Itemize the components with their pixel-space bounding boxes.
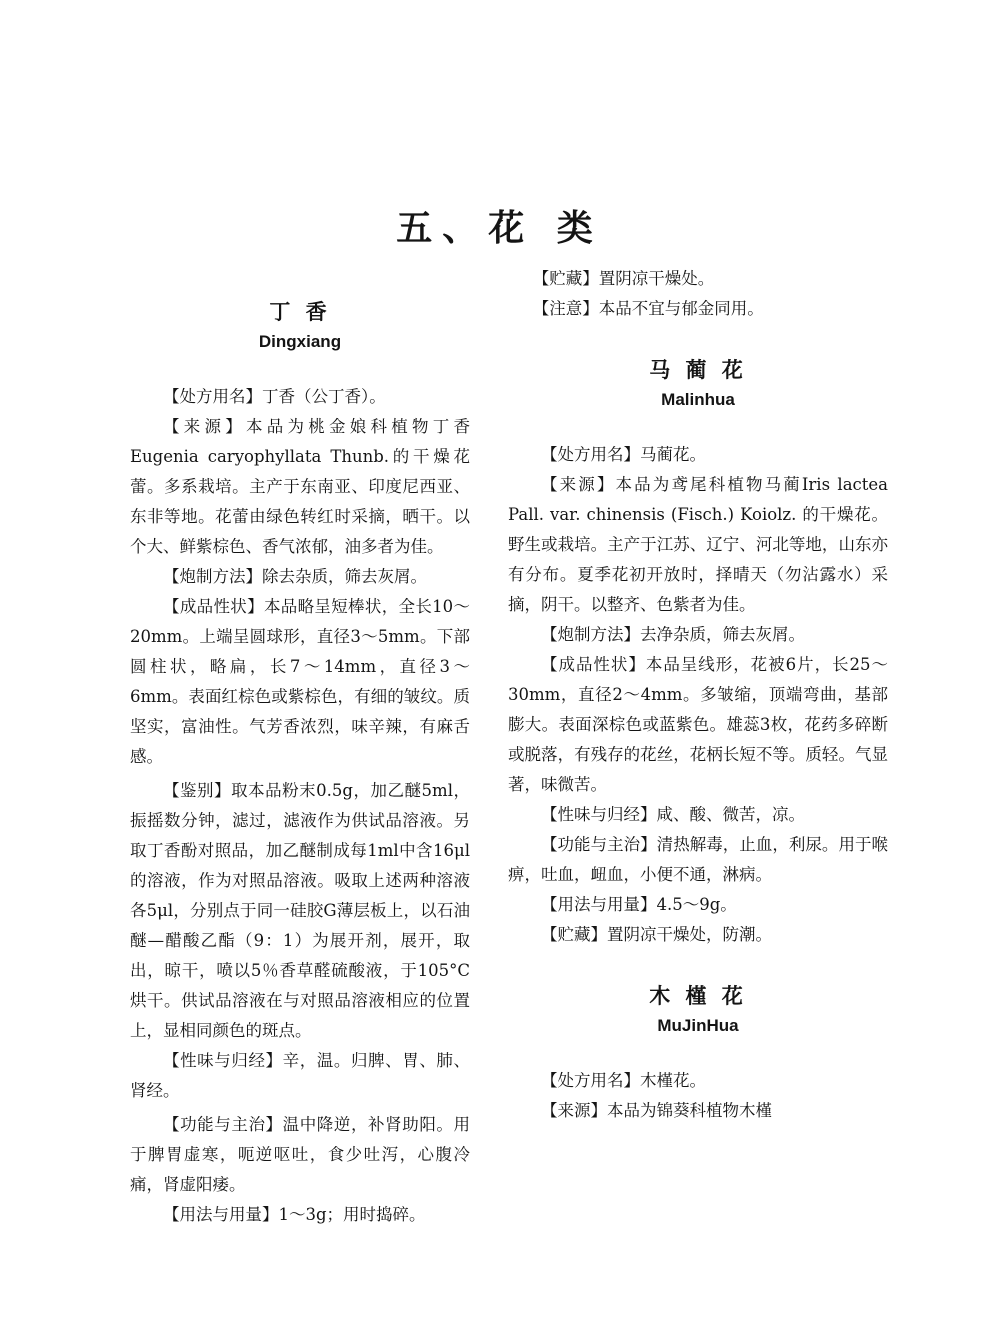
paragraph-usage-dosage: 【用法与用量】4.5～9g。 [541, 895, 737, 914]
entry-pinyin-dingxiang: Dingxiang [258, 332, 342, 351]
paragraph-function-indication: 【功能与主治】清热解毒，止血，利尿。用于喉痹，吐血，衄血，小便不通，淋病。 [508, 835, 888, 884]
paragraph-characteristics: 【成品性状】本品呈线形，花被6片，长25～30mm，直径2～4mm。多皱缩，顶端弯曲，基部膨大。表面深棕色或蓝紫色。雄蕊3枚，花药多碎断或脱落，有残存的花丝，花柄长短不等。质轻。气显著，味微苦。 [508, 655, 888, 794]
paragraph-processing: 【炮制方法】除去杂质，筛去灰屑。 [163, 567, 427, 586]
left-column [130, 296, 470, 1230]
paragraph-source: 【来源】本品为鸢尾科植物马蔺Iris lactea Pall. var. chinensis (Fisch.) Koiolz. 的干燥花。野生或栽培。主产于江苏、辽宁、河北等地，山东亦有分布。夏季花初开放时，择晴天（勿沾露水）采摘，阴干。以整齐、色紫者为佳。 [508, 475, 888, 614]
paragraph-prescription-name: 【处方用名】丁香（公丁香）。 [163, 387, 386, 406]
paragraph-usage-dosage: 【用法与用量】1～3g；用时捣碎。 [163, 1205, 426, 1224]
paragraph-processing: 【炮制方法】去净杂质，筛去灰屑。 [541, 625, 805, 644]
paragraph-storage-dingxiang: 【贮藏】置阴凉干燥处。 [532, 269, 715, 288]
paragraph-characteristics: 【成品性状】本品略呈短棒状，全长10～20mm。上端呈圆球形，直径3～5mm。下部圆柱状，略扁，长7～14mm，直径3～6mm。表面红棕色或紫棕色，有细的皱纹。质坚实，富油性。气芳香浓烈，味辛辣，有麻舌感。 [130, 597, 470, 766]
page-title: 五、花 类 [396, 207, 603, 250]
continued-section [508, 264, 888, 324]
paragraph-function-indication: 【功能与主治】温中降逆，补肾助阳。用于脾胃虚寒，呃逆呕吐，食少吐泻，心腹冷痛，肾虚阳痿。 [130, 1115, 470, 1194]
paragraph-source: 【来源】本品为锦葵科植物木槿 [541, 1101, 772, 1120]
entry-title-malinhua: 马 蔺 花 [649, 358, 747, 382]
paragraph-identification: 【鉴别】取本品粉末0.5g，加乙醚5ml，振摇数分钟，滤过，滤液作为供试品溶液。另取丁香酚对照品，加乙醚制成每1ml中含16μl的溶液，作为对照品溶液。吸取上述两种溶液各5μl，分别点于同一硅胶G薄层板上，以石油醚—醋酸乙酯（9：1）为展开剂，展开，取出，晾干，喷以5％香草醛硫酸液，于105°C烘干。供试品溶液在与对照品溶液相应的位置上，显相同颜色的斑点。 [130, 781, 470, 1040]
paragraph-prescription-name: 【处方用名】马蔺花。 [541, 445, 706, 464]
entry-title-mujinhua: 木 槿 花 [649, 984, 747, 1008]
paragraph-property-meridian: 【性味与归经】咸、酸、微苦，凉。 [541, 805, 805, 824]
paragraph-property-meridian: 【性味与归经】辛，温。归脾、胃、肺、肾经。 [130, 1051, 470, 1100]
paragraph-storage: 【贮藏】置阴凉干燥处，防潮。 [541, 925, 772, 944]
entry-title-dingxiang: 丁 香 [269, 300, 331, 324]
paragraph-prescription-name: 【处方用名】木槿花。 [541, 1071, 706, 1090]
paragraph-source: 【来源】本品为桃金娘科植物丁香Eugenia caryophyllata Thunb.的干燥花蕾。多系栽培。主产于东南亚、印度尼西亚、东非等地。花蕾由绿色转红时采摘，晒干。以个大、鲜紫棕色、香气浓郁，油多者为佳。 [130, 417, 470, 556]
right-column [508, 264, 888, 1126]
paragraph-caution-dingxiang: 【注意】本品不宜与郁金同用。 [532, 299, 764, 318]
entry-pinyin-malinhua: Malinhua [661, 390, 735, 409]
entry-pinyin-mujinhua: MuJinHua [657, 1016, 739, 1035]
